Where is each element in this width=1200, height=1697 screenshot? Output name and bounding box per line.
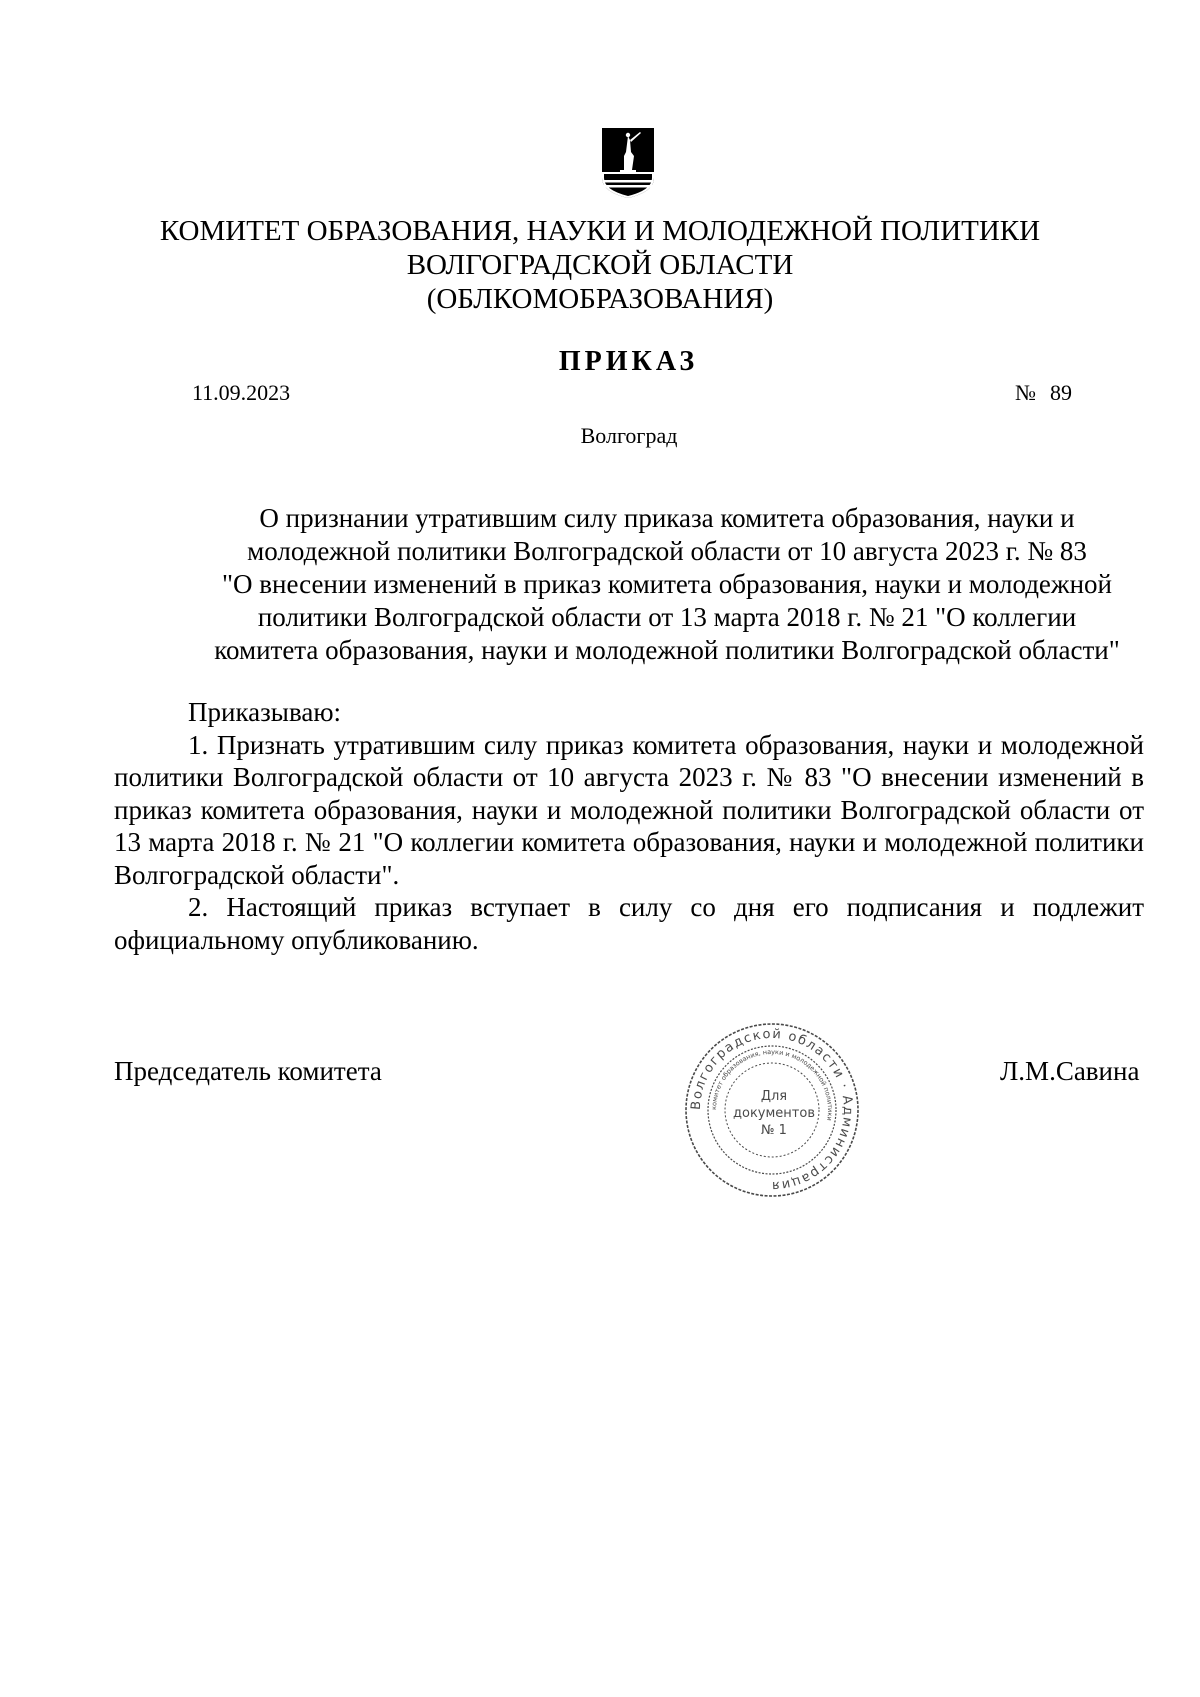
document-type: ПРИКАЗ bbox=[558, 346, 699, 377]
organization-name-line-1: КОМИТЕТ ОБРАЗОВАНИЯ, НАУКИ И МОЛОДЕЖНОЙ ПОЛИТИКИ bbox=[159, 215, 1041, 247]
title-line: "О внесении изменений в приказ комитета образования, науки и молодежной bbox=[222, 569, 1112, 599]
order-number bbox=[1015, 380, 1072, 406]
preamble: Приказываю: bbox=[188, 697, 341, 727]
stamp-center-line-3: № 1 bbox=[761, 1123, 787, 1138]
official-stamp bbox=[682, 1020, 862, 1200]
signatory-role: Председатель комитета bbox=[114, 1056, 382, 1086]
stamp-center-line-2: документов bbox=[733, 1106, 815, 1121]
order-title bbox=[166, 502, 1168, 667]
signatory-name: Л.М.Савина bbox=[1000, 1056, 1140, 1086]
stamp-inner-text: комитет образования, науки и молодежной политики bbox=[709, 1047, 835, 1122]
order-city: Волгоград bbox=[580, 423, 678, 448]
order-item-1: 1. Признать утратившим силу приказ комитета образования, науки и молодежной политики Волгоградской области от 10 августа 2023 г. № 83 "О внесении изменений в приказ комитета образования, науки и молодежной политики Волгоградской области от 13 марта 2018 г. № 21 "О коллегии комитета образования, науки и молодежной политики Волгоградской области". bbox=[114, 729, 1144, 890]
order-date: 11.09.2023 bbox=[192, 380, 291, 405]
stamp-center-line-1: Для bbox=[760, 1089, 788, 1104]
order-body bbox=[114, 696, 1144, 956]
coat-of-arms-icon bbox=[600, 126, 656, 200]
title-line: комитета образования, науки и молодежной политики Волгоградской области" bbox=[214, 635, 1120, 665]
number-value: 89 bbox=[1050, 380, 1072, 405]
organization-abbreviation: (ОБЛКОМОБРАЗОВАНИЯ) bbox=[426, 283, 774, 315]
number-sign: № bbox=[1015, 380, 1036, 405]
title-line: О признании утратившим силу приказа комитета образования, науки и bbox=[259, 503, 1075, 533]
title-line: политики Волгоградской области от 13 марта 2018 г. № 21 "О коллегии bbox=[257, 602, 1077, 632]
stamp-outer-text: Волгоградской области · Администрация bbox=[688, 1026, 856, 1194]
organization-name-line-2: ВОЛГОГРАДСКОЙ ОБЛАСТИ bbox=[406, 249, 794, 281]
organization-header bbox=[100, 214, 1100, 316]
title-line: молодежной политики Волгоградской области от 10 августа 2023 г. № 83 bbox=[247, 536, 1087, 566]
order-item-2: 2. Настоящий приказ вступает в силу со дня его подписания и подлежит официальному опубликованию. bbox=[114, 892, 1144, 955]
